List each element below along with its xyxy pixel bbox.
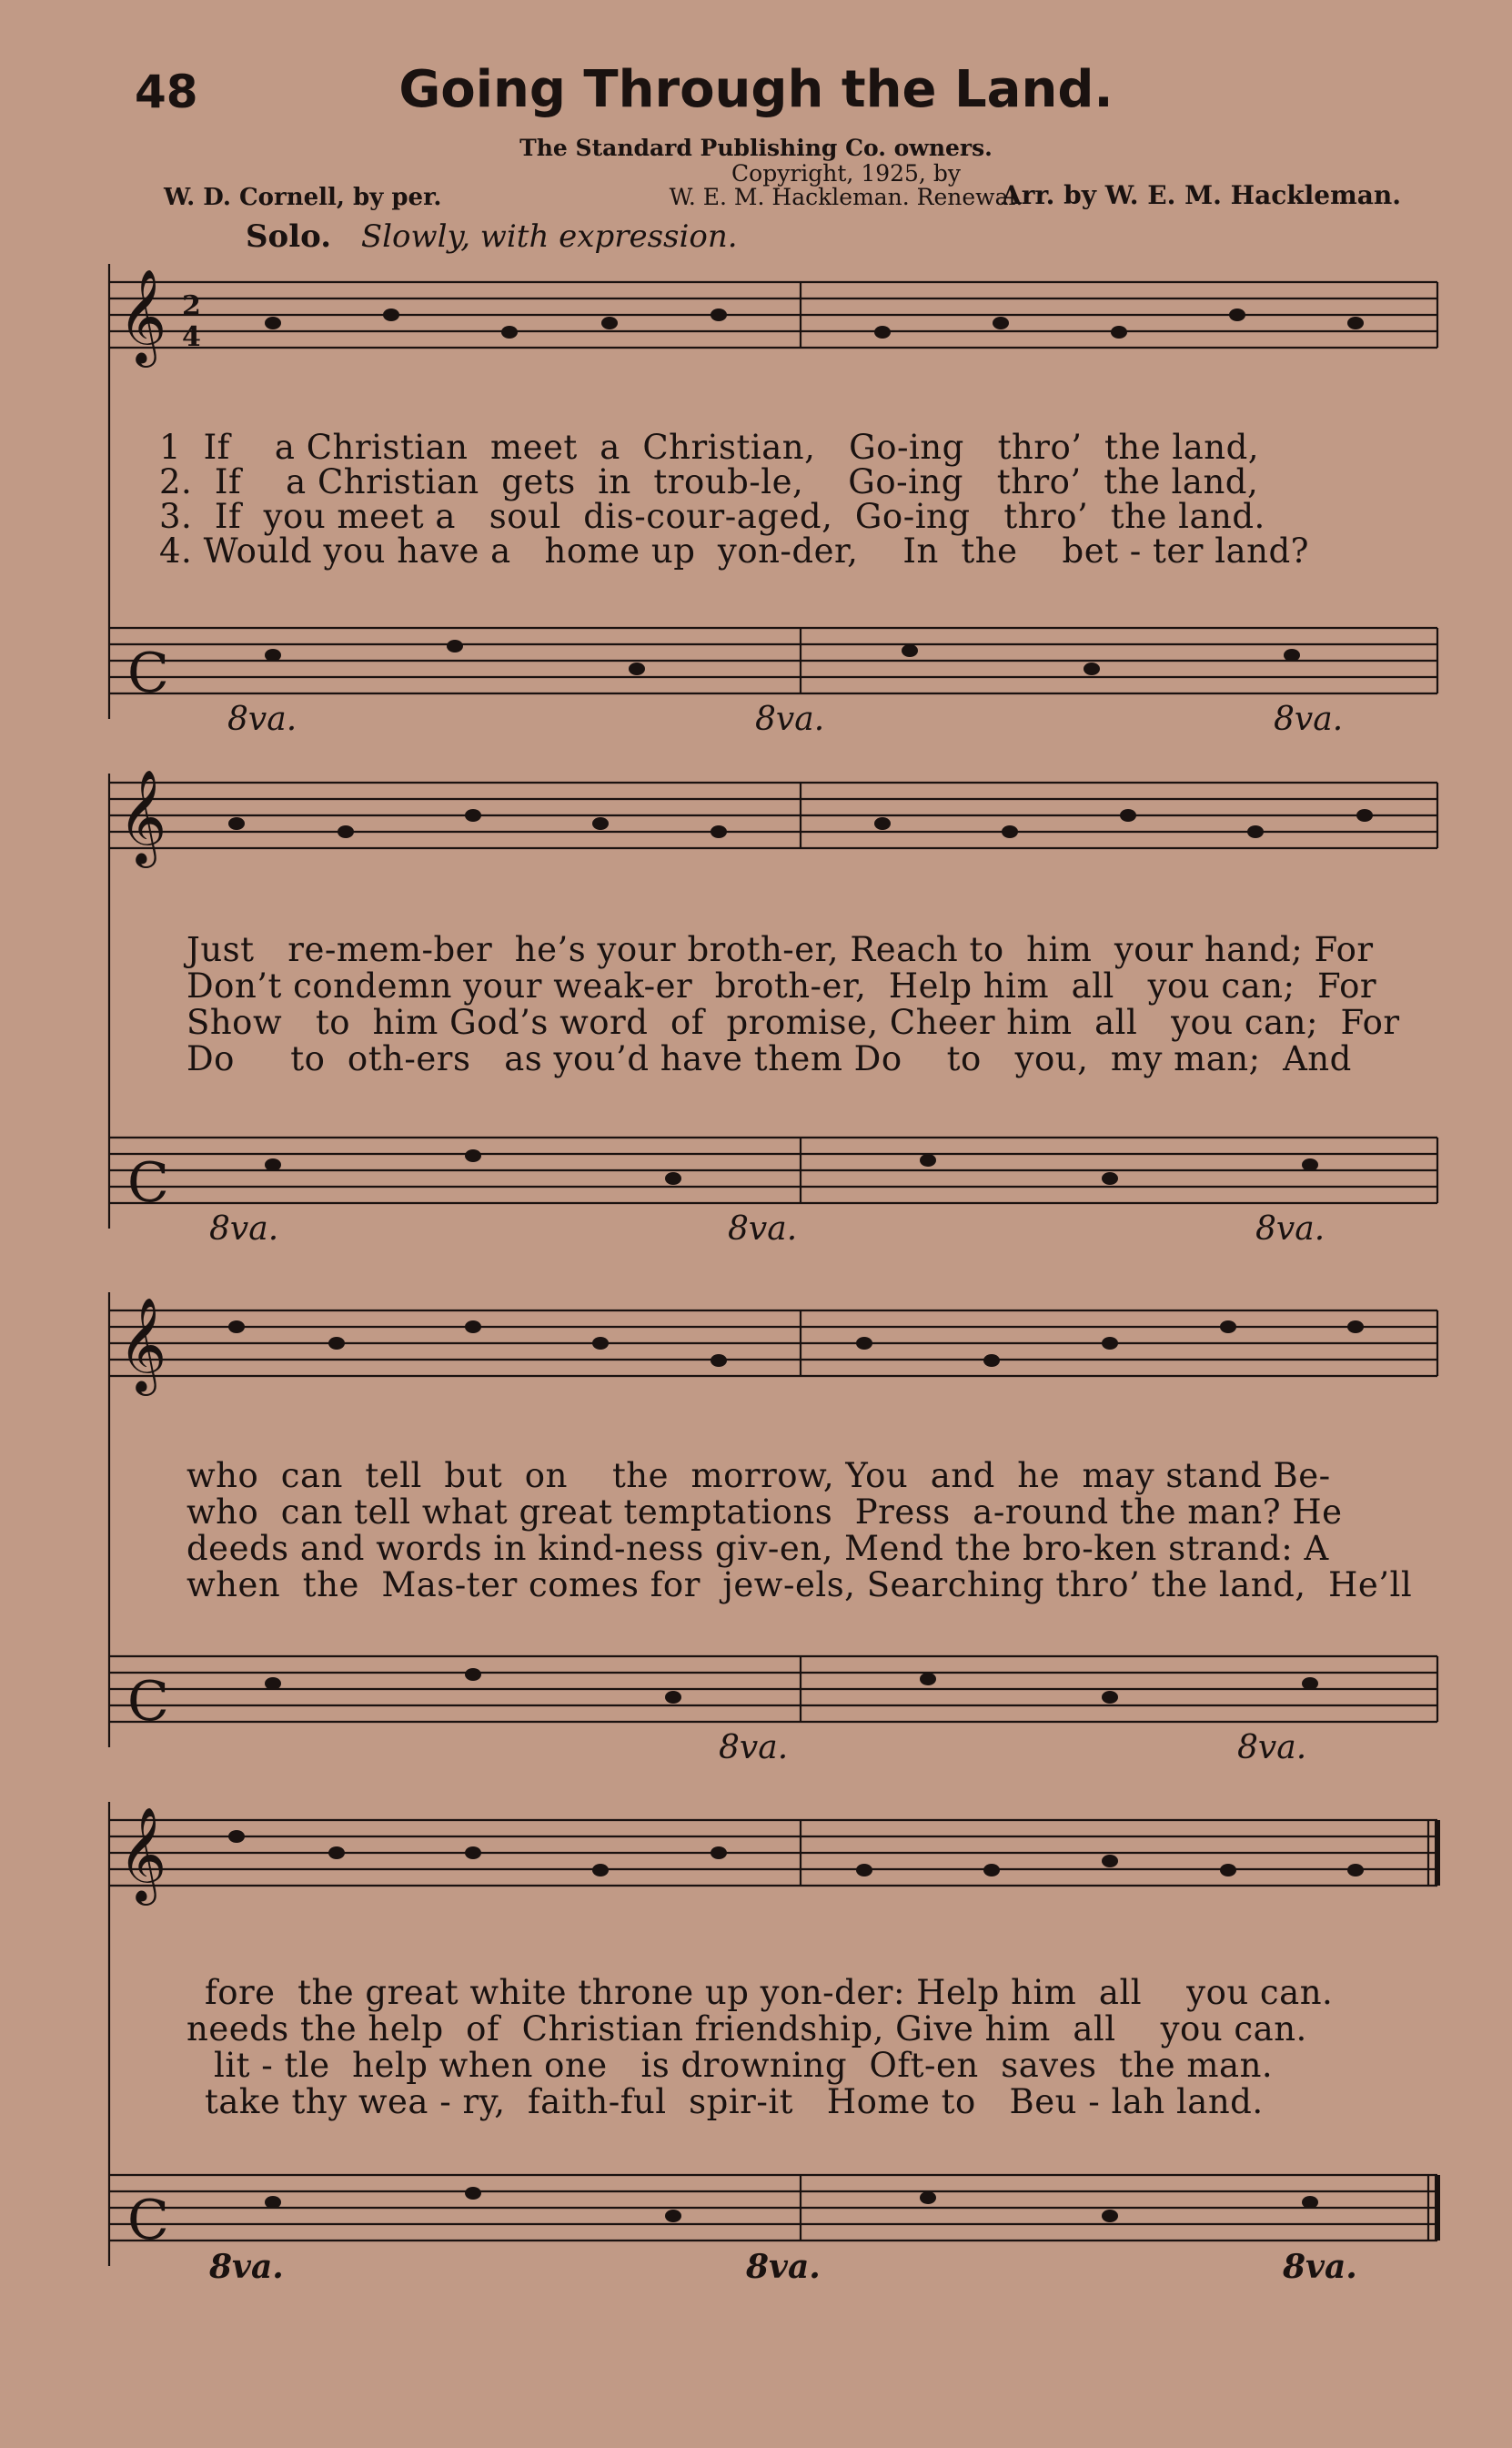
verse-line: who can tell but on the morrow, You and he may stand Be-: [186, 1456, 1331, 1495]
verse-line: Do to oth-ers as you’d have them Do to you, my man; And: [186, 1039, 1352, 1078]
svg-text:𝄞: 𝄞: [118, 769, 167, 865]
music-system-1: [91, 246, 1456, 755]
octave-mark: 8va.: [728, 1210, 798, 1248]
octave-mark: 8va.: [209, 2248, 284, 2286]
hymn-title: Going Through the Land.: [398, 60, 1114, 119]
octave-mark: 8va.: [746, 2248, 821, 2286]
verse-line: take thy wea - ry, faith-ful spir-it Home to Beu - lah land.: [205, 2082, 1264, 2121]
page-number: 48: [135, 66, 198, 118]
music-system-4: [91, 1784, 1456, 2311]
svg-text:𝄞: 𝄞: [118, 1297, 167, 1392]
octave-mark: 8va.: [209, 1210, 279, 1248]
music-system-2: [91, 755, 1456, 1265]
octave-mark: 8va.: [1255, 1210, 1326, 1248]
octave-mark: 8va.: [719, 1729, 789, 1766]
verse-line: lit - tle help when one is drowning Oft-en saves the man.: [214, 2046, 1274, 2085]
svg-text:4: 4: [182, 321, 201, 353]
verse-line: 3. If you meet a soul dis-cour-aged, Go-ing thro’ the land.: [159, 497, 1265, 536]
svg-text:𝄞: 𝄞: [118, 1806, 167, 1902]
octave-mark: 8va.: [227, 701, 297, 738]
verse-line: fore the great white throne up yon-der: Help him all you can.: [205, 1973, 1334, 2012]
octave-mark: 8va.: [1283, 2248, 1357, 2286]
publisher-line: The Standard Publishing Co. owners.: [519, 135, 993, 161]
credits: [164, 162, 1401, 217]
part-label: Solo.: [246, 218, 332, 255]
svg-text:C: C: [127, 1670, 169, 1734]
svg-text:C: C: [127, 2189, 169, 2252]
octave-mark: 8va.: [1274, 701, 1344, 738]
arranger-credit: Arr. by W. E. M. Hackleman.: [1001, 180, 1401, 210]
verse-line: who can tell what great temptations Press a-round the man? He: [186, 1492, 1343, 1532]
verse-line: when the Mas-ter comes for jew-els, Searching thro’ the land, He’ll: [186, 1565, 1413, 1604]
svg-text:C: C: [127, 1151, 169, 1215]
words-credit: W. D. Cornell, by per.: [164, 184, 442, 211]
tempo-text: Slowly, with expression.: [360, 218, 738, 255]
verse-line: deeds and words in kind-ness giv-en, Mend the bro-ken strand: A: [186, 1529, 1329, 1568]
copyright-line-1: Copyright, 1925, by: [731, 160, 961, 187]
verse-line: needs the help of Christian friendship, Give him all you can.: [186, 2009, 1307, 2048]
verse-line: 4. Would you have a home up yon-der, In the bet - ter land?: [159, 531, 1309, 571]
octave-mark: 8va.: [755, 701, 825, 738]
octave-mark: 8va.: [1237, 1729, 1307, 1766]
verse-line: Show to him God’s word of promise, Cheer him all you can; For: [186, 1003, 1400, 1042]
verse-line: Just re-mem-ber he’s your broth-er, Reach to him your hand; For: [186, 930, 1374, 969]
verse-line: 1 If a Christian meet a Christian, Go-ing thro’ the land,: [159, 428, 1260, 467]
svg-text:2: 2: [182, 290, 201, 322]
verse-line: Don’t condemn your weak-er broth-er, Help him all you can; For: [186, 966, 1377, 1006]
verse-line: 2. If a Christian gets in troub-le, Go-ing thro’ the land,: [159, 462, 1259, 501]
music-system-3: [91, 1274, 1456, 1784]
svg-text:𝄞: 𝄞: [118, 268, 167, 364]
copyright-line-2: W. E. M. Hackleman. Renewal.: [669, 184, 1023, 210]
svg-text:C: C: [127, 642, 169, 705]
